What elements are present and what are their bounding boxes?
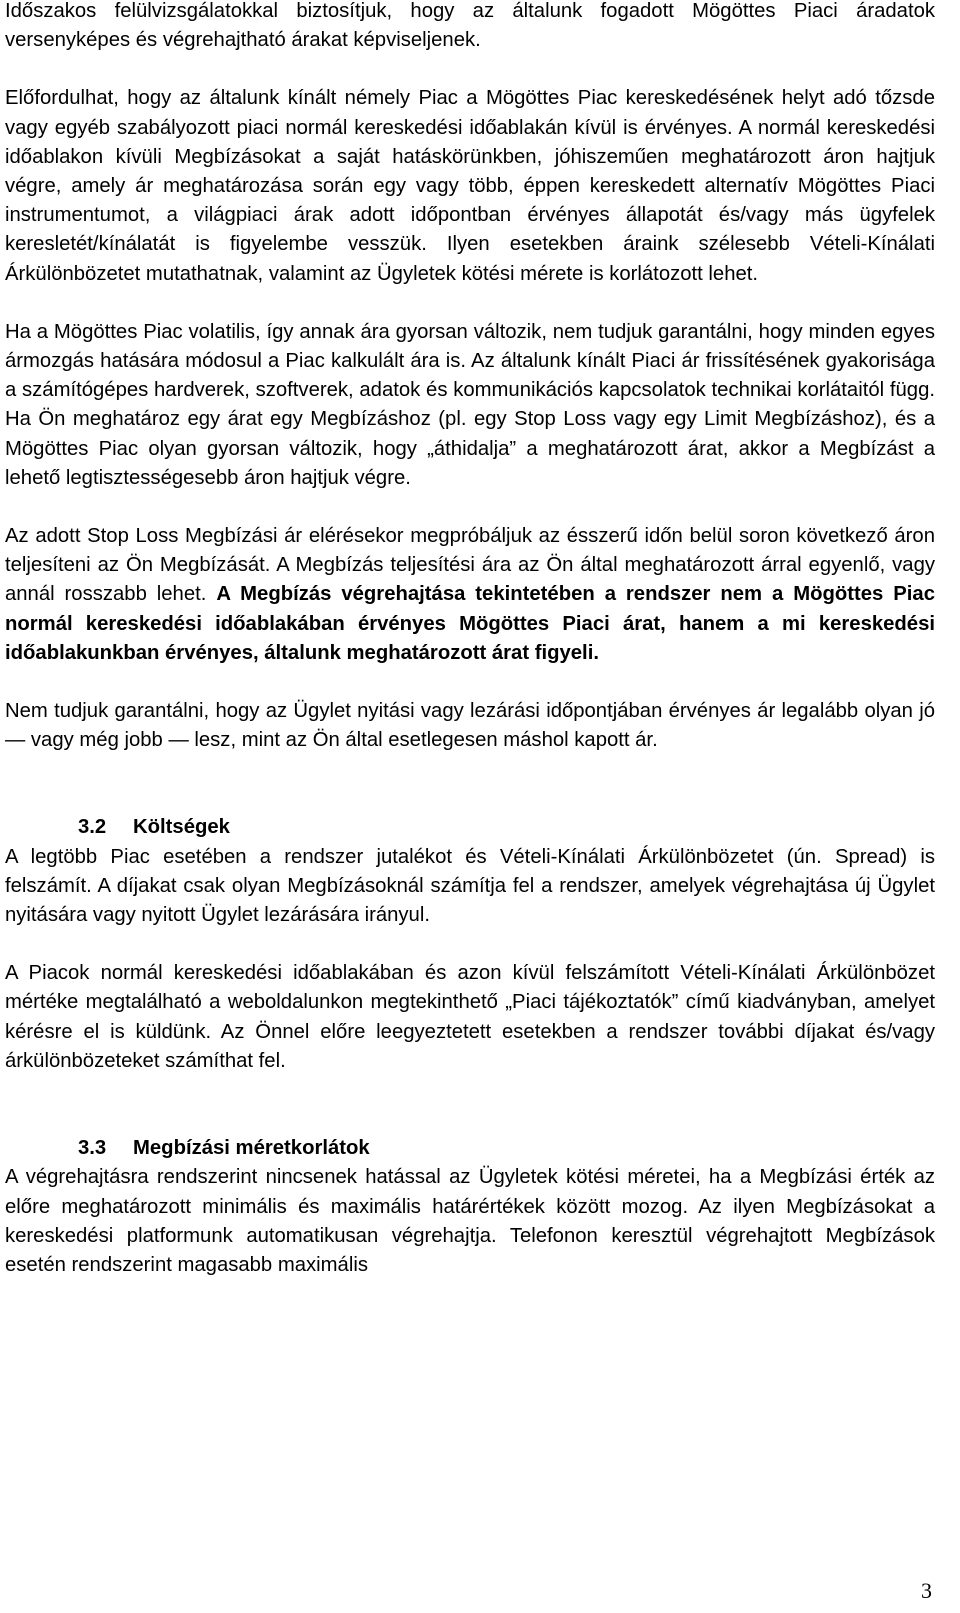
section-number-costs: 3.2 [78, 816, 107, 839]
paragraph-price-review: Időszakos felülvizsgálatokkal biztosítjuk, hogy az általunk fogadott Mögöttes Piaci áradatok versenyképes és végrehajtható árakat képviseljenek. [5, 0, 935, 52]
paragraph-commission: A legtöbb Piac esetében a rendszer jutalékot és Vételi-Kínálati Árkülönbözetet (ún. Spread) is felszámít. A díjakat csak olyan Megbízásoknál számítja fel a rendszer, amelyek végrehajtása új Ügylet nyitására vagy nyitott Ügylet lezárására irányul. [5, 845, 935, 927]
section-heading-costs [5, 813, 935, 842]
document-page [5, 0, 935, 1280]
section-title-costs: Költségek [133, 816, 230, 839]
section-number-size-limits: 3.3 [78, 1137, 107, 1160]
paragraph-trading-hours: Előfordulhat, hogy az általunk kínált némely Piac a Mögöttes Piac kereskedésének helyt adó tőzsde vagy egyéb szabályozott piaci normál kereskedési időablakán kívül is érvényes. A normál kereskedési időablakon kívüli Megbízásokat a saját hatáskörünkben, jóhiszeműen meghatározott áron hajtjuk végre, amely ár meghatározása során egy vagy több, éppen kereskedett alternatív Mögöttes Piaci instrumentumot, a világpiaci árak adott időpontban érvényes állapotát és/vagy más ügyfelek keresletét/kínálatát is figyelembe vesszük. Ilyen esetekben áraink szélesebb Vételi-Kínálati Árkülönbözetet mutathatnak, valamint az Ügyletek kötési mérete is korlátozott lehet. [5, 87, 935, 285]
paragraph-stop-loss [5, 522, 935, 668]
section-title-size-limits: Megbízási méretkorlátok [133, 1137, 370, 1160]
paragraph-stop-loss-bold: A Megbízás végrehajtása tekintetében a rendszer nem a Mögöttes Piac normál kereskedési időablakában érvényes Mögöttes Piaci árat, hanem a mi kereskedési időablakunkban érvényes, általunk meghatározott árat figyeli. [5, 583, 935, 664]
page-number: 3 [921, 1578, 932, 1603]
paragraph-volatility: Ha a Mögöttes Piac volatilis, így annak ára gyorsan változik, nem tudjuk garantálni, hogy minden egyes ármozgás hatására módosul a Piac kalkulált ára is. Az általunk kínált Piaci ár frissítésének gyakorisága a számítógépes hardverek, szoftverek, adatok és kommunikációs kapcsolatok technikai korlátaitól függ. Ha Ön meghatároz egy árat egy Megbízáshoz (pl. egy Stop Loss vagy egy Limit Megbízáshoz), és a Mögöttes Piac olyan gyorsan változik, hogy „áthidalja” a meghatározott árat, akkor a Megbízást a lehető legtisztességesebb áron hajtjuk végre. [5, 320, 935, 489]
paragraph-no-guarantee: Nem tudjuk garantálni, hogy az Ügylet nyitási vagy lezárási időpontjában érvényes ár legalább olyan jó — vagy még jobb — lesz, mint az Ön által esetlegesen máshol kapott ár. [5, 700, 935, 752]
section-heading-size-limits [5, 1134, 935, 1163]
paragraph-spread-info: A Piacok normál kereskedési időablakában és azon kívül felszámított Vételi-Kínálati Árkülönbözet mértéke megtalálható a weboldalunkon megtekinthető „Piaci tájékoztatók” című kiadványban, amelyet kérésre el is küldünk. Az Önnel előre leegyeztetett esetekben a rendszer további díjakat és/vagy árkülönbözeteket számíthat fel. [5, 962, 935, 1072]
paragraph-execution-size: A végrehajtásra rendszerint nincsenek hatással az Ügyletek kötési méretei, ha a Megbízási érték az előre meghatározott minimális és maximális határértékek között mozog. Az ilyen Megbízásokat a kereskedési platformunk automatikusan végrehajtja. Telefonon keresztül végrehajtott Megbízások esetén rendszerint magasabb maximális [5, 1166, 935, 1276]
paragraph-stop-loss-normal: Az adott Stop Loss Megbízási ár elérésekor megpróbáljuk az ésszerű időn belül soron következő áron teljesíteni az Ön Megbízását. A Megbízás teljesítési ára az Ön által meghatározott árral egyenlő, vagy annál rosszabb lehet. [5, 525, 935, 606]
